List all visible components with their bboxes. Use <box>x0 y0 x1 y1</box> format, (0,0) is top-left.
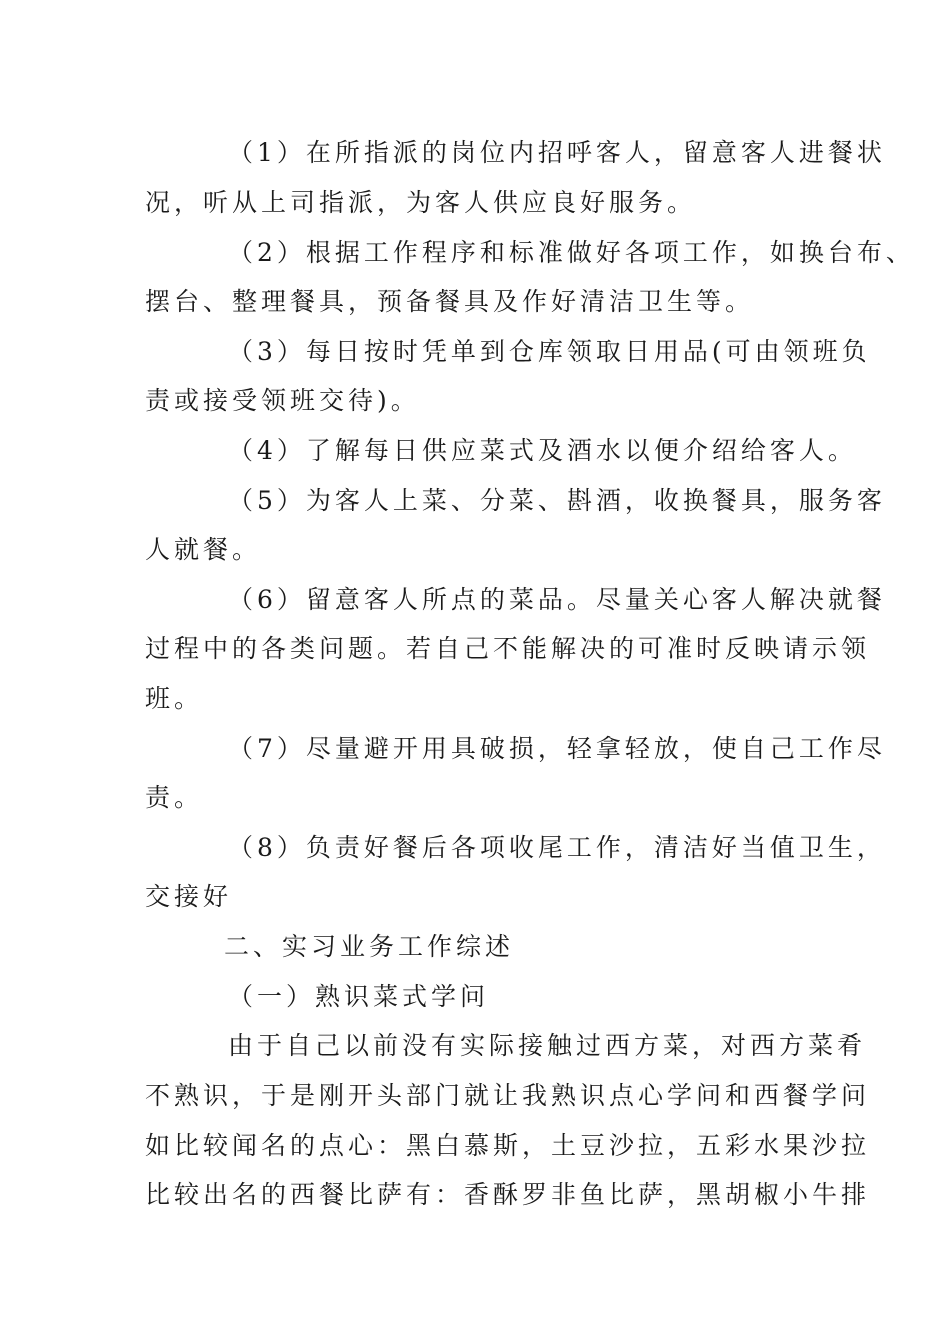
text-line: 交接好 <box>145 882 233 911</box>
text-line: 由于自己以前没有实际接触过西方菜，对西方菜肴 <box>228 1031 867 1060</box>
text-line: 过程中的各类问题。若自己不能解决的可准时反映请示领 <box>145 634 871 663</box>
text-line: （2）根据工作程序和标准做好各项工作，如换台布、 <box>228 238 915 267</box>
text-line: 班。 <box>145 684 204 713</box>
text-line: （6）留意客人所点的菜品。尽量关心客人解决就餐 <box>228 585 886 614</box>
text-line: （8）负责好餐后各项收尾工作，清洁好当值卫生， <box>228 833 886 862</box>
text-line: 责或接受领班交待)。 <box>145 386 420 415</box>
text-line: （1）在所指派的岗位内招呼客人，留意客人进餐状 <box>228 138 886 167</box>
text-line: 摆台、整理餐具，预备餐具及作好清洁卫生等。 <box>145 287 755 316</box>
text-line: （5）为客人上菜、分菜、斟酒，收换餐具，服务客 <box>228 486 886 515</box>
subsection-heading: （一）熟识菜式学问 <box>228 982 490 1011</box>
text-line: 况，听从上司指派，为客人供应良好服务。 <box>145 188 697 217</box>
section-heading: 二、实习业务工作综述 <box>224 932 515 961</box>
text-line: 如比较闻名的点心：黑白慕斯，土豆沙拉，五彩水果沙拉 <box>145 1131 871 1160</box>
text-line: （7）尽量避开用具破损，轻拿轻放，使自己工作尽 <box>228 734 886 763</box>
text-line: （3）每日按时凭单到仓库领取日用品(可由领班负 <box>228 337 871 366</box>
text-line: 不熟识，于是刚开头部门就让我熟识点心学问和西餐学问 <box>145 1081 871 1110</box>
text-line: 比较出名的西餐比萨有：香酥罗非鱼比萨，黑胡椒小牛排 <box>145 1180 871 1209</box>
text-line: （4）了解每日供应菜式及酒水以便介绍给客人。 <box>228 436 857 465</box>
text-line: 人就餐。 <box>145 535 262 564</box>
text-line: 责。 <box>145 783 204 812</box>
